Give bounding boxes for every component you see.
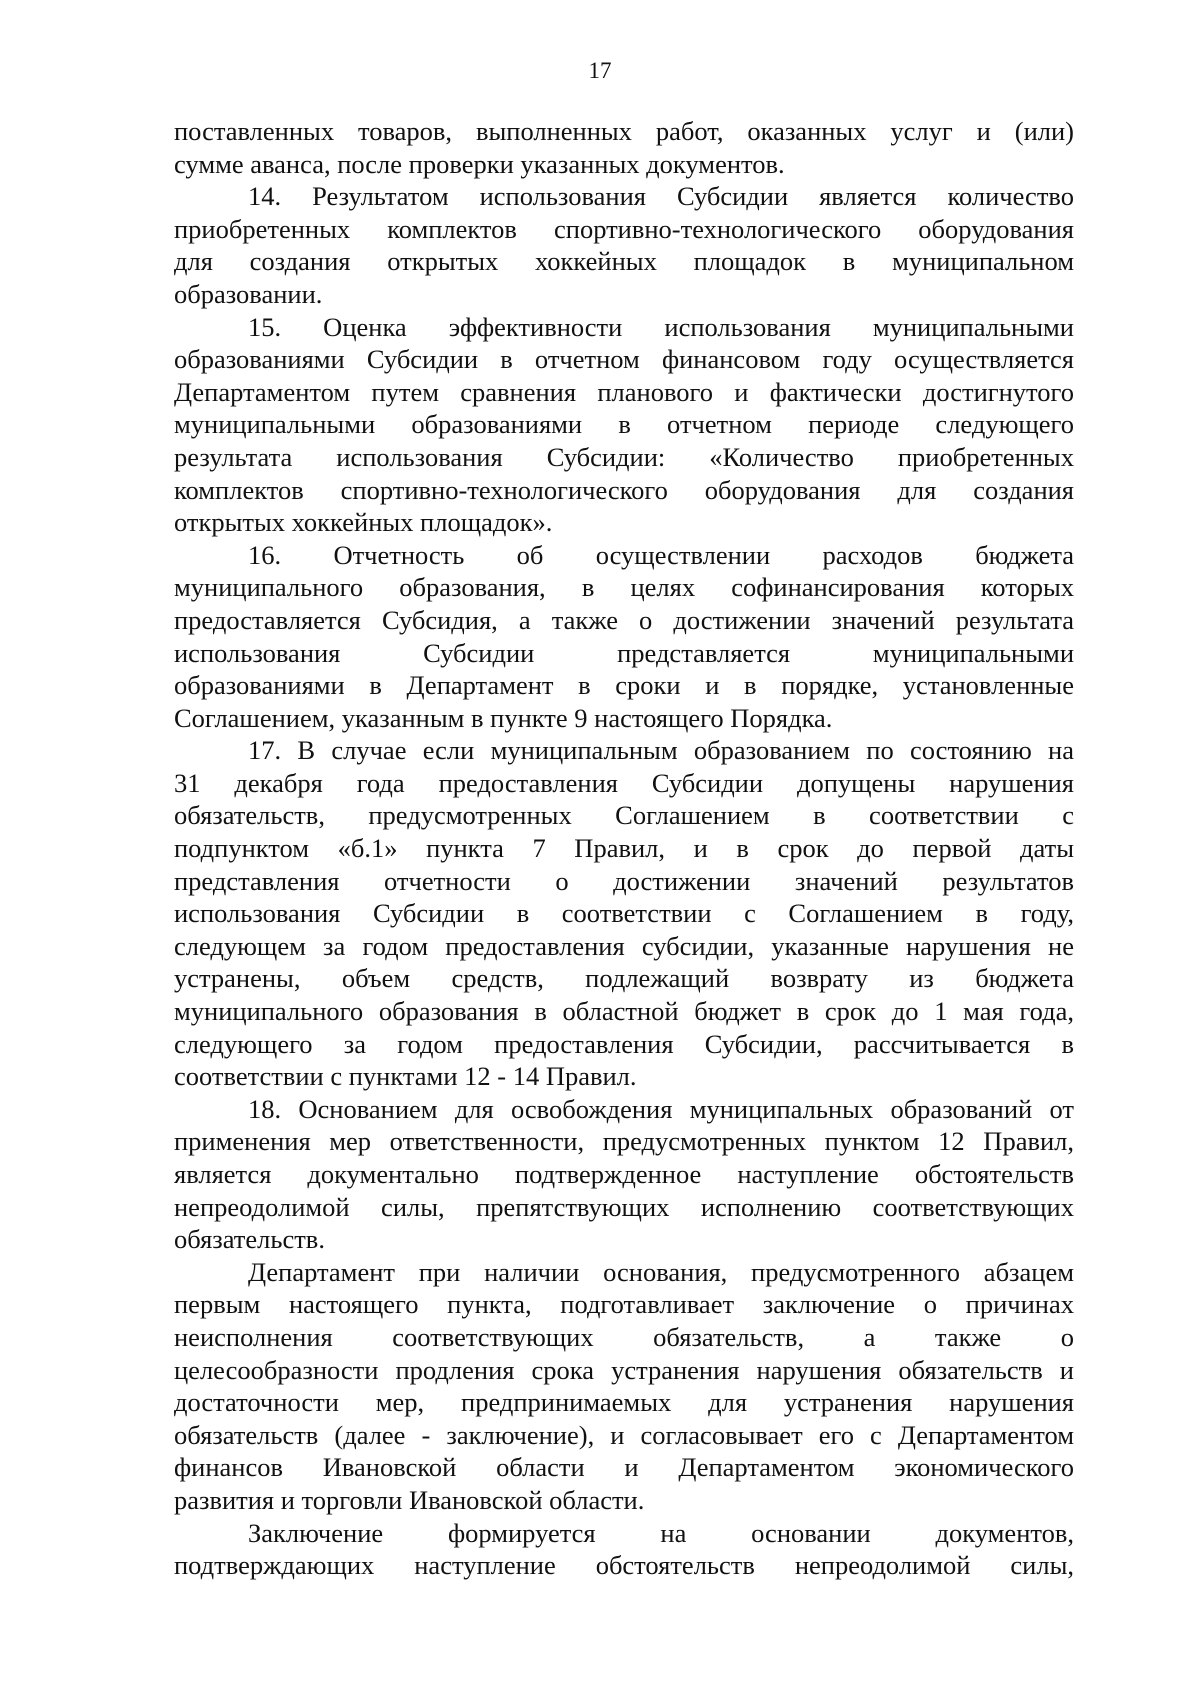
text-line: Заключение формируется на основании документов, xyxy=(248,1517,1074,1548)
text-line: для создания открытых хоккейных площадок в муниципальном xyxy=(174,246,1074,277)
text-line: соответствии с пунктами 12 - 14 Правил. xyxy=(174,1061,637,1092)
text-line: следующего за годом предоставления Субсидии, рассчитывается в xyxy=(174,1028,1074,1059)
text-line: первым настоящего пункта, подготавливает заключение о причинах xyxy=(174,1289,1074,1320)
text-line: образованиями Субсидии в отчетном финансовом году осуществляется xyxy=(174,344,1074,375)
text-line: неисполнения соответствующих обязательств, а также о xyxy=(174,1321,1074,1352)
text-line: непреодолимой силы, препятствующих исполнению соответствующих xyxy=(174,1191,1074,1222)
paragraph-p15 xyxy=(174,311,1074,539)
text-line: Соглашением, указанным в пункте 9 настоящего Порядка. xyxy=(174,702,833,733)
paragraph-p18-concl xyxy=(174,1517,1074,1582)
text-line: подпунктом «б.1» пункта 7 Правил, и в срок до первой даты xyxy=(174,833,1074,864)
text-line: 14. Результатом использования Субсидии является количество xyxy=(248,181,1074,212)
document-body xyxy=(174,115,1074,1582)
text-line: результата использования Субсидии: «Количество приобретенных xyxy=(174,441,1074,472)
text-line: обязательств, предусмотренных Соглашением в соответствии с xyxy=(174,800,1074,831)
text-line: обязательств. xyxy=(174,1224,325,1255)
text-line: использования Субсидии представляется муниципальными xyxy=(174,637,1074,668)
text-line: образованиями в Департамент в сроки и в порядке, установленные xyxy=(174,670,1074,701)
text-line: представления отчетности о достижении значений результатов xyxy=(174,865,1074,896)
paragraph-p16 xyxy=(174,539,1074,735)
text-line: предоставляется Субсидия, а также о достижении значений результата xyxy=(174,604,1074,635)
text-line: комплектов спортивно-технологического оборудования для создания xyxy=(174,474,1074,505)
text-line: 31 декабря года предоставления Субсидии допущены нарушения xyxy=(174,767,1074,798)
text-line: приобретенных комплектов спортивно-технологического оборудования xyxy=(174,213,1074,244)
text-line: применения мер ответственности, предусмотренных пунктом 12 Правил, xyxy=(174,1126,1074,1157)
text-line: развития и торговли Ивановской области. xyxy=(174,1484,645,1515)
text-line: поставленных товаров, выполненных работ, оказанных услуг и (или) xyxy=(174,116,1074,146)
text-line: сумме аванса, после проверки указанных документов. xyxy=(174,148,785,179)
paragraph-p14 xyxy=(174,180,1074,310)
text-line: является документально подтвержденное наступление обстоятельств xyxy=(174,1159,1074,1189)
text-line: 15. Оценка эффективности использования муниципальными xyxy=(248,311,1074,342)
paragraph-p18 xyxy=(174,1093,1074,1256)
text-line: 18. Основанием для освобождения муниципальных образований от xyxy=(248,1093,1074,1124)
text-line: использования Субсидии в соответствии с Соглашением в году, xyxy=(174,898,1074,929)
text-line: 16. Отчетность об осуществлении расходов бюджета xyxy=(248,539,1074,570)
paragraph-p17 xyxy=(174,734,1074,1093)
page-number: 17 xyxy=(588,58,612,83)
text-line: достаточности мер, предпринимаемых для устранения нарушения xyxy=(174,1387,1074,1418)
text-line: обязательств (далее - заключение), и согласовывает его с Департаментом xyxy=(174,1419,1074,1450)
text-line: муниципального образования в областной бюджет в срок до 1 мая года, xyxy=(174,996,1074,1027)
text-line: муниципальными образованиями в отчетном периоде следующего xyxy=(174,409,1074,440)
text-line: финансов Ивановской области и Департаментом экономического xyxy=(174,1452,1074,1483)
text-line: открытых хоккейных площадок». xyxy=(174,507,553,538)
text-line: следующем за годом предоставления субсидии, указанные нарушения не xyxy=(174,930,1074,961)
text-line: муниципального образования, в целях софинансирования которых xyxy=(174,572,1074,603)
text-line: Департамент при наличии основания, предусмотренного абзацем xyxy=(248,1256,1074,1287)
text-line: Департаментом путем сравнения планового и фактически достигнутого xyxy=(174,376,1074,407)
text-line: 17. В случае если муниципальным образованием по состоянию на xyxy=(248,735,1074,766)
paragraph-p-cont xyxy=(174,115,1074,180)
text-line: целесообразности продления срока устранения нарушения обязательств и xyxy=(174,1354,1074,1385)
text-line: подтверждающих наступление обстоятельств непреодолимой силы, xyxy=(174,1550,1074,1581)
text-line: образовании. xyxy=(174,278,323,309)
text-line: устранены, объем средств, подлежащий возврату из бюджета xyxy=(174,963,1074,994)
paragraph-p18-dept xyxy=(174,1256,1074,1517)
